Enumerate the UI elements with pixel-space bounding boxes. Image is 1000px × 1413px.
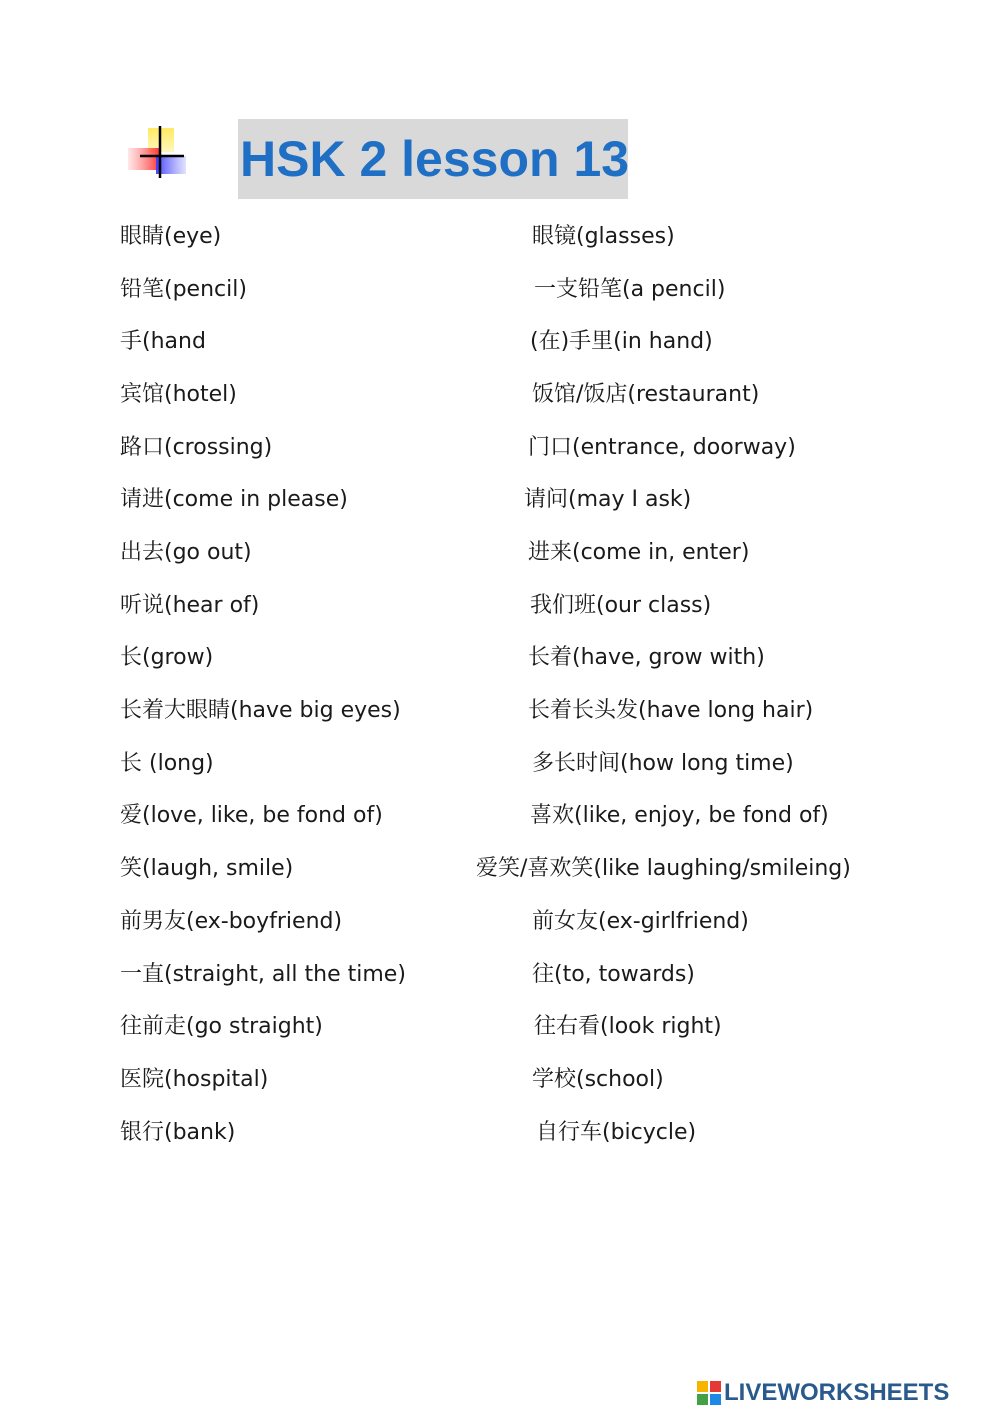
vocab-left-10: 长着大眼睛(have big eyes) [120,698,401,723]
vocab-right-18: 自行车(bicycle) [536,1120,697,1145]
vocab-right-3: (在)手里(in hand) [530,329,713,354]
vocab-left-8: 听说(hear of) [120,593,260,618]
vocab-left-3: 手(hand [120,329,206,354]
vocab-right-6: 请问(may I ask) [524,487,692,512]
vocab-left-9: 长(grow) [120,645,214,670]
vocab-right-7: 进来(come in, enter) [528,540,750,565]
vocab-right-16: 往右看(look right) [534,1014,722,1039]
vocab-right-11: 多长时间(how long time) [532,751,794,776]
vocab-right-17: 学校(school) [532,1067,664,1092]
vocab-right-13: 爱笑/喜欢笑(like laughing/smileing) [476,856,851,881]
vocab-right-1: 眼镜(glasses) [532,224,675,249]
vocab-right-5: 门口(entrance, doorway) [528,435,796,460]
vocab-left-11: 长 (long) [120,751,214,776]
watermark-text: LIVEWORKSHEETS [724,1379,950,1406]
vocab-left-2: 铅笔(pencil) [120,277,247,302]
vocab-left-18: 银行(bank) [120,1120,236,1145]
vocab-left-6: 请进(come in please) [120,487,348,512]
vocab-left-14: 前男友(ex-boyfriend) [120,909,343,934]
vocab-right-2: 一支铅笔(a pencil) [534,277,726,302]
vocab-left-16: 往前走(go straight) [120,1014,323,1039]
vocab-right-8: 我们班(our class) [530,593,712,618]
vocab-left-13: 笑(laugh, smile) [120,856,294,881]
liveworksheets-watermark [697,1380,993,1406]
page-title: HSK 2 lesson 13 [240,131,630,187]
vocab-right-14: 前女友(ex-girlfriend) [532,909,749,934]
vocab-left-15: 一直(straight, all the time) [120,962,406,987]
vocab-left-12: 爱(love, like, be fond of) [120,803,383,828]
vocab-right-12: 喜欢(like, enjoy, be fond of) [530,803,829,828]
vocab-left-4: 宾馆(hotel) [120,382,237,407]
vocab-right-9: 长着(have, grow with) [528,645,765,670]
vocab-left-1: 眼睛(eye) [120,224,222,249]
vocab-right-4: 饭馆/饭店(restaurant) [532,382,760,407]
vocab-left-7: 出去(go out) [120,540,252,565]
vocab-right-15: 往(to, towards) [532,962,695,987]
vocab-left-5: 路口(crossing) [120,435,273,460]
vocab-right-10: 长着长头发(have long hair) [528,698,814,723]
liveworksheets-logo-icon [697,1381,721,1405]
vocab-left-17: 医院(hospital) [120,1067,269,1092]
